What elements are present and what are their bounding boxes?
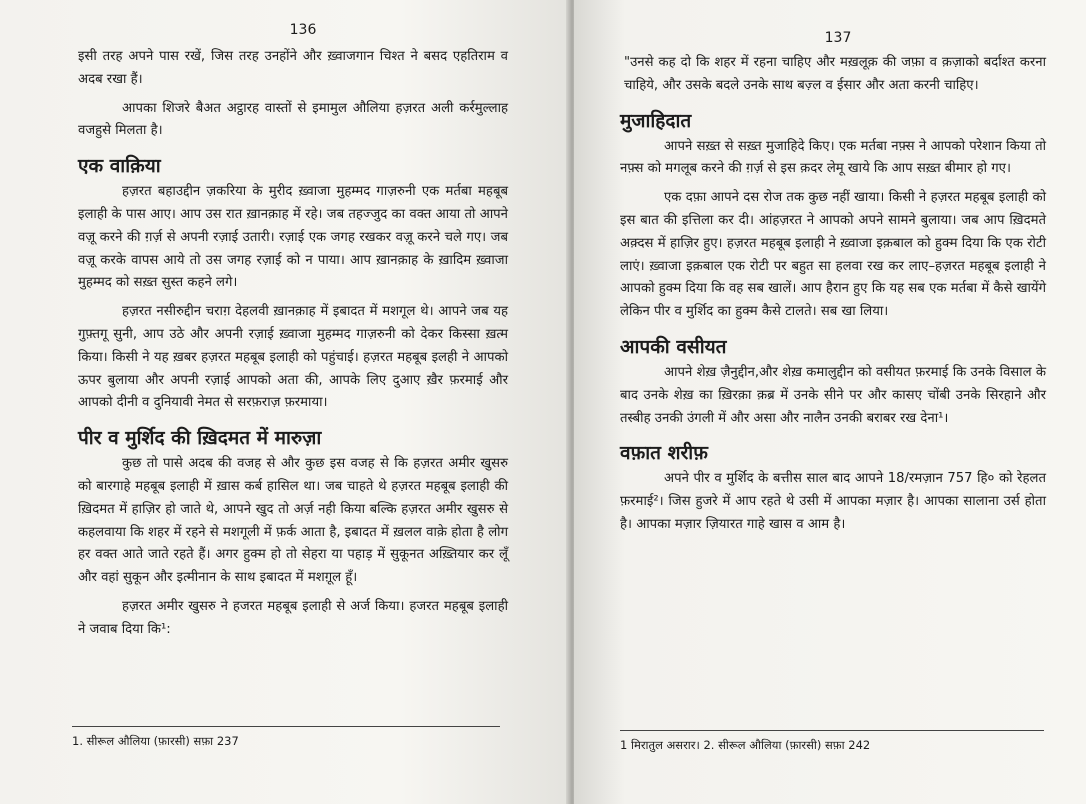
section-heading: मुजाहिदात [620, 109, 692, 132]
paragraph: एक दफ़ा आपने दस रोज तक कुछ नहीं खाया। किसी ने हज़रत महबूब इलाही को इस बात की इत्तिला कर दी। आंहज़रत ने आपको अपने सामने बुलाया। जब आप ख़िदमते अक़्दस में हाज़िर हुए। हज़रत महबूब इलाही ने ख़्वाजा इक़बाल को हुक्म दिया कि एक रोटी लाएं। ख़्वाजा इक़बाल एक रोटी पर बहुत सा हलवा रख कर लाए–हज़रत महबूब इलाही ने आपको हुक्म दिया कि वह सब खालें। आप हैरान हुए कि यह सब एक मर्तबा में कैसे खायेंगे लेकिन पीर व मुर्शिद का हुक्म कैसे टालते। सब खा लिया। [620, 190, 1046, 320]
footnote-area [620, 718, 1044, 753]
paragraph: आपने सख़्त से सख़्त मुजाहिदे किए। एक मर्तबा नफ़्स ने आपको परेशान किया तो नफ़्स को मगलूब करने की ग़र्ज़ से इस क़दर लेमू खाये कि आप सख़्त बीमार हो गए। [620, 138, 1046, 177]
page-number: 136 [289, 22, 317, 38]
paragraph: आपने शेख़ ज़ैनुद्दीन,और शेख़ कमालुद्दीन को वसीयत फ़रमाई कि उनके विसाल के बाद उनके शेख़ का ख़िरक़ा क़ब्र में उनके सीने पर और कासए चोंबी उनके सिरहाने और तस्बीह उनकी उंगली में और असा और नालैन उनकी बराबर रख देना¹। [620, 364, 1046, 426]
page-number: 137 [824, 30, 852, 46]
paragraph: आपका शिजरे बैअत अट्ठारह वास्तों से इमामुल औलिया हज़रत अली कर्रमुल्लाह वजहुसे मिलता है। [78, 100, 508, 139]
footnote-divider [620, 730, 1044, 731]
quote-paragraph: "उनसे कह दो कि शहर में रहना चाहिए और मख़लूक़ की जफ़ा व क़ज़ाको बर्दाश्त करना चाहिये, और उसके बदले उनके साथ बज़्ल व ईसार और अता करनी चाहिए। [624, 55, 1046, 93]
section-heading: आपकी वसीयत [620, 335, 727, 358]
section-heading: पीर व मुर्शिद की ख़िदमत में मारुज़ा [78, 427, 322, 450]
paragraph: कुछ तो पासे अदब की वजह से और कुछ इस वजह से कि हज़रत अमीर खुसरु को बारगाहे महबूब इलाही में ख़ास कर्ब हासिल था। जब चाहते थे हज़रत महबूब इलाही की ख़िदमत में हाज़िर हो जाते थे, आपने खुद तो अर्ज़ नही किया बल्कि हज़रत अमीर खुसरु से कहलवाया कि शहर में रहने से मशगूली में फ़र्क आता है, इबादत में ख़लल वाक़े होता है लोग हर वक्त आते जाते रहते हैं। अगर हुक्म हो तो सेहरा या पहाड़ में सुकूनत अख़्तियार कर लूँ और वहां सुकून और इत्मीनान के साथ इबादत में मशग़ूल हूँ। [78, 456, 508, 586]
paragraph: इसी तरह अपने पास रखें, जिस तरह उनहोंने और ख़्वाजगान चिश्त ने बसद एहतिराम व अदब रखा हैं। [78, 49, 508, 87]
paragraph: अपने पीर व मुर्शिद के बत्तीस साल बाद आपने 18/रमज़ान 757 हि० को रेहलत फ़रमाई²। जिस हुजरे में आप रहते थे उसी में आपका मज़ार है। आपका सालाना उर्स होता है। आपका मज़ार ज़ियारत गाहे खास व आम है। [620, 471, 1046, 532]
section-heading: एक वाक़िया [78, 155, 161, 178]
footnote: 1. सीरूल औलिया (फ़ारसी) सफ़ा 237 [72, 734, 239, 748]
paragraph: हज़रत नसीरुद्दीन चराग़ देहलवी ख़ानक़ाह में इबादत में मशगूल थे। आपने जब यह गुफ़्तगू सुनी, आप उठे और अपनी रज़ाई ख़्वाजा मुहम्मद गाज़रुनी को देकर किस्सा ख़त्म किया। किसी ने यह ख़बर हज़रत महबूब इलाही को पहुंचाई। हज़रत महबूब इलही ने आपको ऊपर बुलाया और अपनी रज़ाई आपको अता की, आपके लिए दुआए ख़ैर फ़रमाई और आपको दीनी व दुनियावी नेमत से सरफ़राज़ फ़रमाया। [78, 304, 508, 411]
footnote: 1 मिरातुल असरार। 2. सीरूल औलिया (फ़ारसी) सफ़ा 242 [620, 738, 871, 752]
paragraph: हज़रत अमीर खुसरु ने हजरत महबूब इलाही से अर्ज किया। हजरत महबूब इलाही ने जवाब दिया कि¹: [78, 598, 508, 637]
section-heading: वफ़ात शरीफ़ [620, 442, 708, 465]
paragraph: हज़रत बहाउद्दीन ज़करिया के मुरीद ख़्वाजा मुहम्मद गाज़रुनी एक मर्तबा महबूब इलाही के पास आए। आप उस रात ख़ानक़ाह में रहे। जब तहज्जुद का वक्त आया तो आपने वज़ू करने की ग़र्ज़ से अपनी रज़ाई उतारी। रज़ाई एक जगह रखकर वज़ू करने चले गए। जब वज़ू करके वापस आये तो उस जगह रज़ाई को न पाया। आप ख़ानक़ाह के ख़ादिम ख़्वाजा मुहम्मद को सख़्त सुस्त कहने लगे। [78, 184, 508, 291]
right-page [574, 0, 1086, 804]
